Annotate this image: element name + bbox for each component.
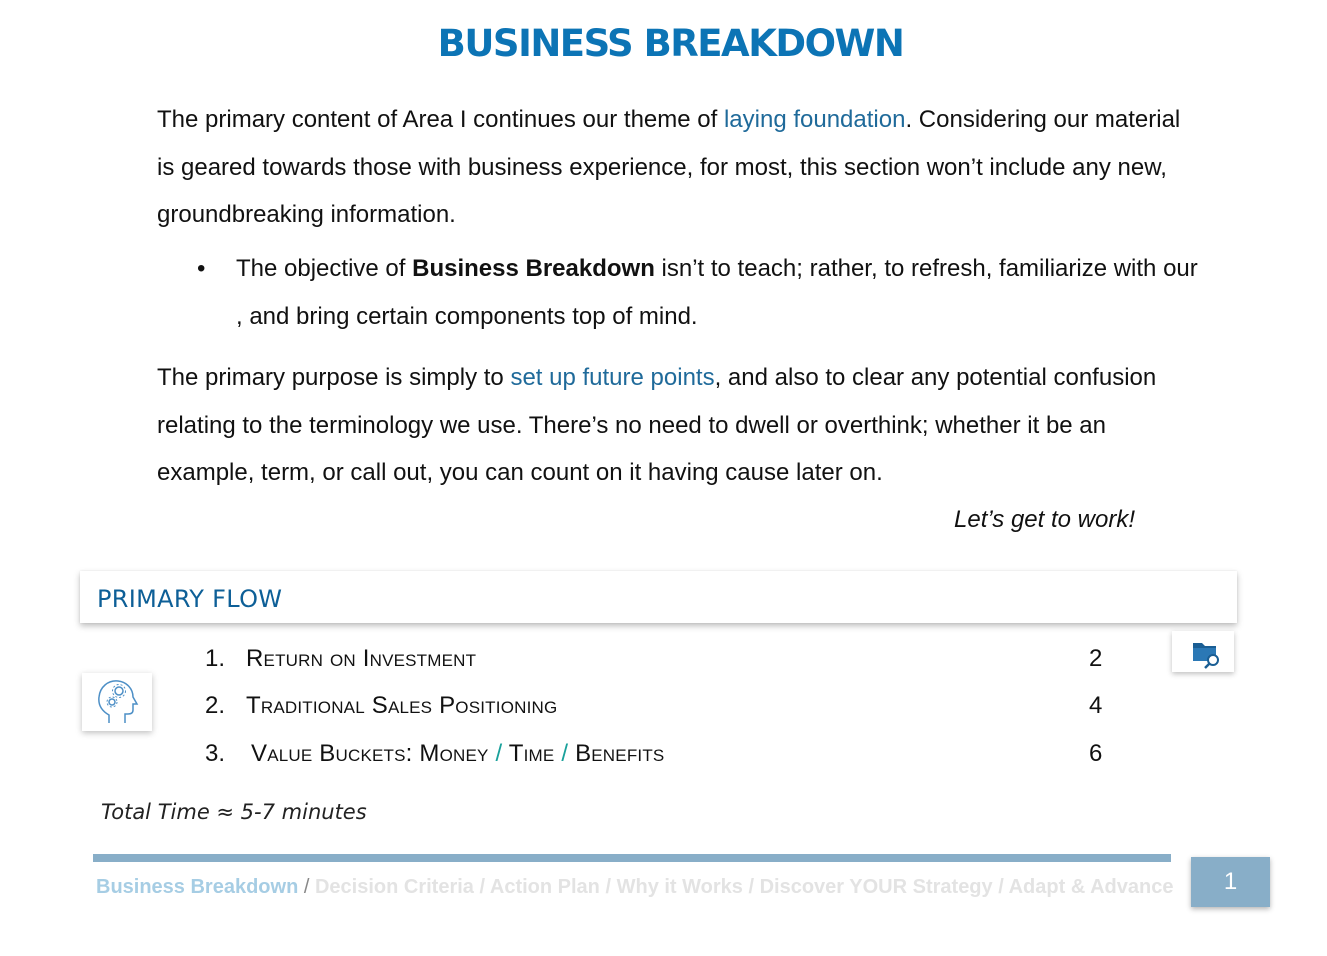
folder-search-icon xyxy=(1172,631,1234,672)
bullet-text-2: isn’t to teach; rather, to refresh, familiarize with our , and bring certain components top of mind. xyxy=(236,255,1198,330)
toc-label-money: Value Buckets: Money xyxy=(251,740,489,767)
bullet-bold-term: Business Breakdown xyxy=(412,255,655,282)
toc-label xyxy=(251,740,664,768)
crumb-why-it-works[interactable]: Why it Works xyxy=(616,876,743,898)
toc-item-value-buckets[interactable] xyxy=(205,740,1125,780)
crumb-separator: / xyxy=(303,876,310,898)
purpose-text-2: , and also to clear any potential confusion relating to the terminology we use. There’s no need to dwell or overthink; whether it be an example, term, or call out, you can count on it having cause later on. xyxy=(157,364,1157,486)
signoff-text: Let’s get to work! xyxy=(954,506,1135,533)
bullet-text-1: The objective of xyxy=(236,255,413,282)
purpose-paragraph xyxy=(157,354,1197,497)
toc-number: 3. xyxy=(205,740,226,767)
crumb-business-breakdown[interactable]: Business Breakdown xyxy=(96,876,299,898)
folder-search-button[interactable] xyxy=(1172,631,1234,672)
intro-text-2: . Considering our material is geared towards those with business experience, for most, this section won’t include any new, groundbreaking information. xyxy=(157,106,1181,228)
toc-page-number: 6 xyxy=(1089,740,1103,767)
crumb-separator: / xyxy=(998,876,1004,898)
toc-label-time: Time xyxy=(508,740,555,767)
laying-foundation-link[interactable]: laying foundation xyxy=(723,106,906,133)
crumb-separator: / xyxy=(479,876,486,898)
head-gears-card xyxy=(82,673,152,731)
head-gears-icon xyxy=(82,673,152,731)
crumb-separator: / xyxy=(748,876,755,898)
toc-label: Traditional Sales Positioning xyxy=(246,692,558,719)
toc-slash: / xyxy=(495,740,503,767)
crumb-decision-criteria[interactable]: Decision Criteria xyxy=(314,876,474,898)
bullet-text xyxy=(236,245,1206,341)
crumb-separator: / xyxy=(605,876,612,898)
toc-number: 1. xyxy=(205,645,226,672)
crumb-adapt-advance[interactable]: Adapt & Advance xyxy=(1008,876,1174,898)
toc-item-sales-positioning[interactable] xyxy=(205,692,1125,732)
toc-number: 2. xyxy=(205,692,226,719)
footer-breadcrumb xyxy=(96,876,1173,899)
intro-text-1: The primary content of Area I continues our theme of xyxy=(157,106,724,133)
toc-page-number: 4 xyxy=(1089,692,1103,719)
bullet-icon: • xyxy=(197,255,206,282)
crumb-action-plan[interactable]: Action Plan xyxy=(489,876,600,898)
toc-item-roi[interactable] xyxy=(205,645,1125,685)
toc-label: Return on Investment xyxy=(246,645,477,672)
purpose-text-1: The primary purpose is simply to xyxy=(157,364,511,391)
crumb-discover-strategy[interactable]: Discover YOUR Strategy xyxy=(759,876,993,898)
page-number: 1 xyxy=(1191,857,1270,907)
page-title: BUSINESS BREAKDOWN xyxy=(437,22,904,65)
primary-flow-header xyxy=(80,571,1237,623)
toc-slash: / xyxy=(561,740,569,767)
total-time: Total Time ≈ 5-7 minutes xyxy=(101,800,367,824)
footer-rule xyxy=(93,854,1171,862)
intro-paragraph xyxy=(157,96,1197,239)
toc-page-number: 2 xyxy=(1089,645,1103,672)
primary-flow-heading: PRIMARY FLOW xyxy=(97,585,283,613)
toc-label-benefits: Benefits xyxy=(575,740,665,767)
future-points-link[interactable]: set up future points xyxy=(510,364,715,391)
